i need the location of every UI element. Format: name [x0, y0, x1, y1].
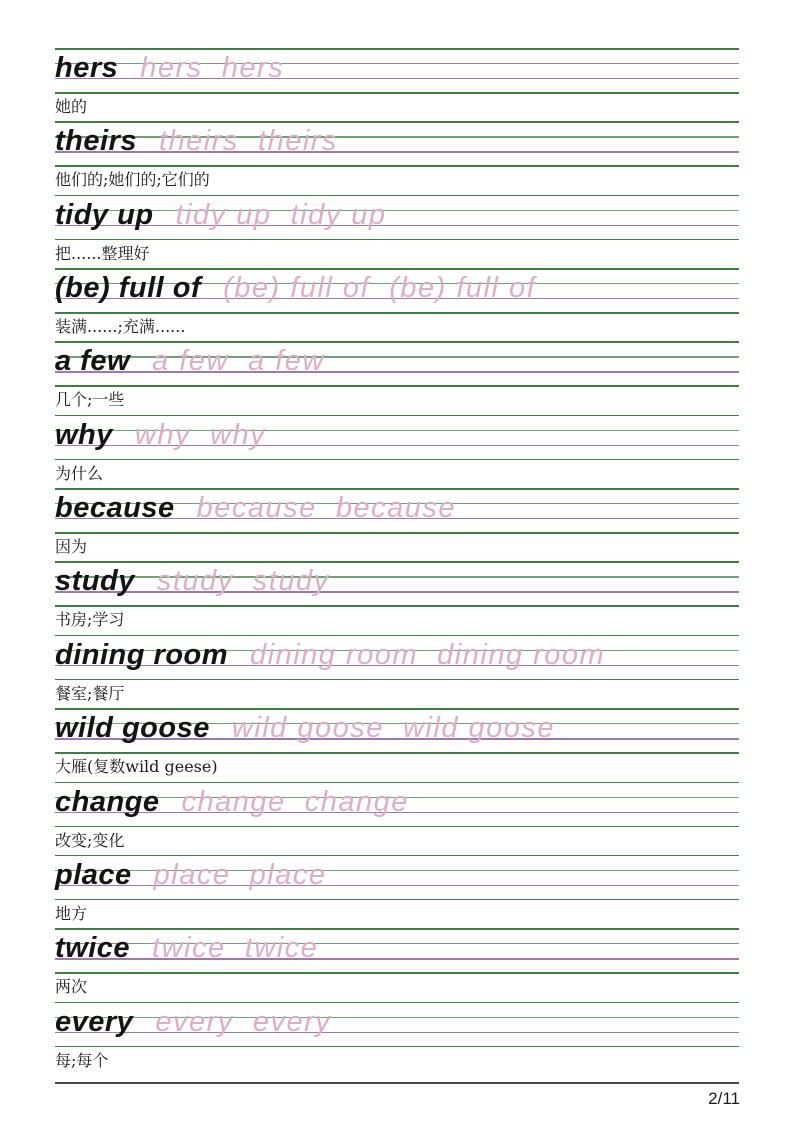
word-row: [55, 195, 387, 236]
trace-word: tidy up tidy up: [175, 198, 387, 231]
word-row: [55, 708, 555, 749]
trace-word: dining room dining room: [250, 638, 606, 671]
english-word: tidy up: [55, 198, 154, 231]
vocab-entry: [55, 561, 739, 634]
english-word: (be) full of: [55, 272, 202, 305]
english-word: wild goose: [55, 712, 210, 745]
vocab-entry: [55, 415, 739, 488]
english-word: theirs: [55, 125, 137, 158]
trace-word: a few a few: [152, 345, 325, 378]
meaning-text: 把......整理好: [55, 243, 150, 263]
vocab-entry: [55, 121, 739, 194]
vocab-entry: [55, 341, 739, 414]
guide-line-bottom: [55, 1046, 739, 1048]
vocab-entry: [55, 488, 739, 561]
guide-line-bottom: [55, 605, 739, 607]
trace-word: hers hers: [140, 52, 285, 84]
meaning-text: 几个;一些: [55, 390, 125, 410]
word-row: [55, 782, 409, 823]
word-row: [55, 488, 456, 529]
guide-line-bottom: [55, 899, 739, 901]
word-row: [55, 121, 338, 162]
english-word: because: [55, 492, 175, 525]
english-word: place: [55, 858, 132, 891]
word-row: [55, 635, 605, 676]
english-word: every: [55, 1005, 134, 1038]
english-word: dining room: [55, 638, 229, 671]
trace-word: wild goose wild goose: [231, 712, 556, 745]
meaning-text: 书房;学习: [55, 610, 125, 630]
trace-word: every every: [155, 1005, 332, 1038]
trace-word: because because: [196, 492, 456, 525]
vocab-entry: [55, 635, 739, 708]
guide-line-bottom: [55, 92, 739, 94]
trace-word: place place: [153, 858, 327, 891]
english-word: twice: [55, 932, 131, 965]
word-row: [55, 928, 318, 969]
word-row: [55, 268, 536, 309]
english-word: change: [55, 785, 160, 818]
word-row: [55, 48, 284, 89]
vocab-entry: [55, 48, 739, 121]
meaning-text: 每;每个: [55, 1050, 109, 1070]
guide-line-bottom: [55, 239, 739, 241]
meaning-text: 装满......;充满......: [55, 317, 186, 337]
meaning-text: 大雁(复数wild geese): [55, 757, 218, 777]
english-word: why: [55, 418, 113, 451]
word-row: [55, 561, 330, 602]
english-word: a few: [55, 345, 131, 378]
meaning-text: 因为: [55, 537, 88, 557]
word-row: [55, 415, 266, 456]
vocab-entry: [55, 782, 739, 855]
trace-word: (be) full of (be) full of: [223, 272, 537, 305]
guide-line-bottom: [55, 532, 739, 534]
word-row: [55, 855, 326, 896]
meaning-text: 他们的;她们的;它们的: [55, 170, 210, 190]
trace-word: study study: [156, 565, 330, 598]
guide-line-bottom: [55, 385, 739, 387]
vocab-entry: [55, 928, 739, 1001]
guide-line-bottom: [55, 679, 739, 681]
meaning-text: 为什么: [55, 463, 104, 483]
english-word: study: [55, 565, 135, 598]
vocab-entry: [55, 1002, 739, 1075]
english-word: hers: [55, 52, 119, 84]
word-row: [55, 1002, 331, 1043]
trace-word: why why: [134, 418, 267, 451]
vocab-entry: [55, 268, 739, 341]
meaning-text: 改变;变化: [55, 830, 125, 850]
meaning-text: 餐室;餐厅: [55, 683, 125, 703]
meaning-text: 两次: [55, 977, 88, 997]
page-number: 2/11: [708, 1089, 740, 1108]
meaning-text: 她的: [55, 97, 88, 116]
word-row: [55, 341, 325, 382]
guide-line-bottom: [55, 972, 739, 974]
guide-line-bottom: [55, 826, 739, 828]
trace-word: twice twice: [152, 932, 319, 965]
vocab-entry: [55, 195, 739, 268]
trace-word: theirs theirs: [158, 125, 338, 158]
trace-word: change change: [181, 785, 409, 818]
guide-line-bottom: [55, 459, 739, 461]
vocab-entry: [55, 708, 739, 781]
footer-rule: [55, 1082, 739, 1084]
vocab-entry: [55, 855, 739, 928]
meaning-text: 地方: [55, 903, 88, 923]
